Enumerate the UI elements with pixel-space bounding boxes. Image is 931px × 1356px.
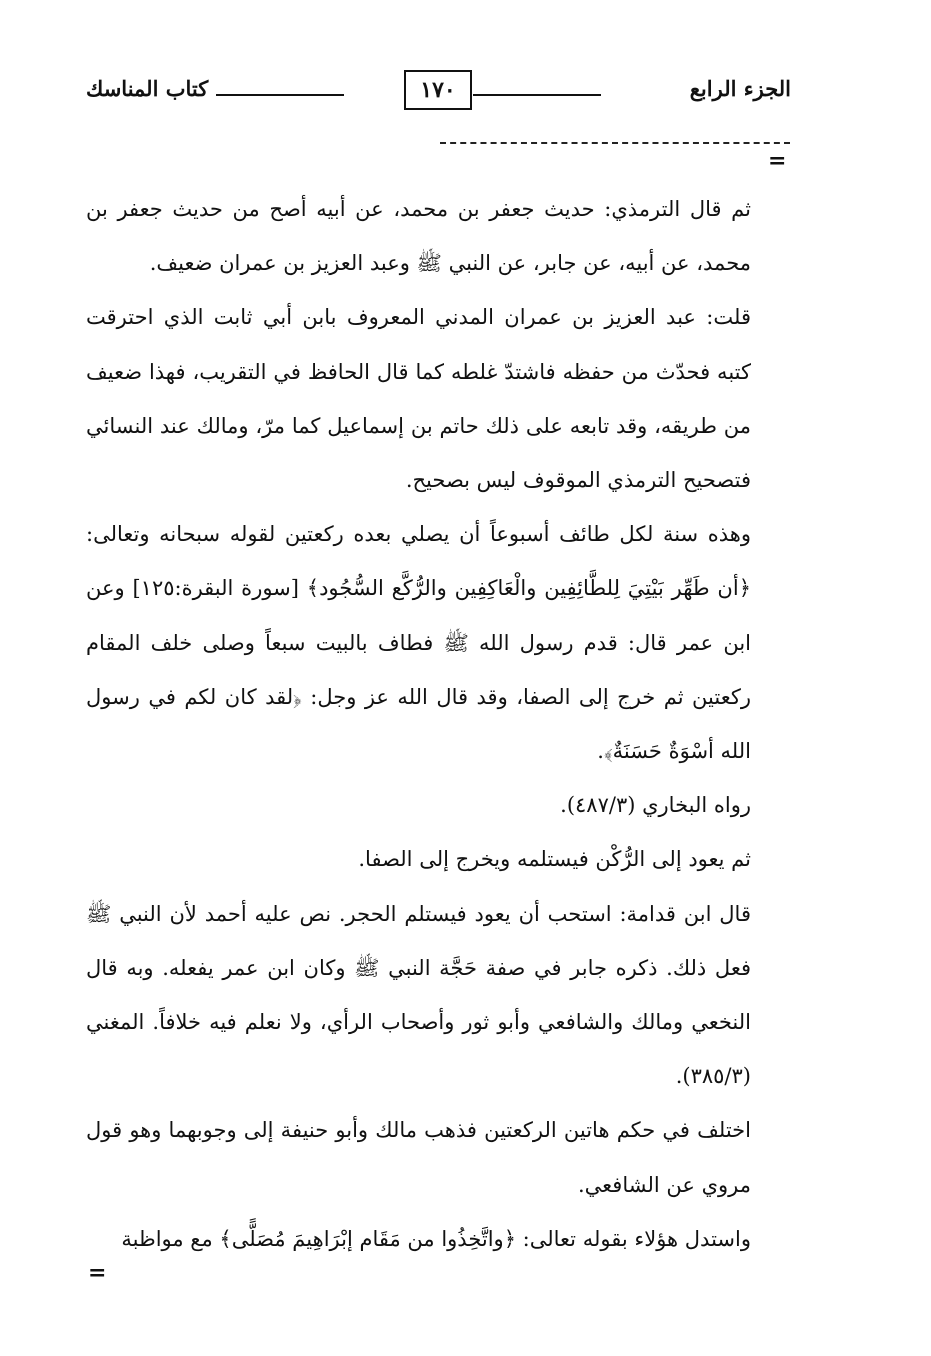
header-rule-right	[473, 94, 601, 96]
paragraph: وهذه سنة لكل طائف أسبوعاً أن يصلي بعده ركعتين لقوله سبحانه وتعالى: ﴿أن طَهِّر بَيْتِيَ لِلطَّائِفِين والْعَاكِفِين والرُّكَّع السُّجُود﴾ [سورة البقرة:١٢٥] وعن ابن عمر قال: قدم رسول الله ﷺ فطاف بالبيت سبعاً وصلى خلف المقام ركعتين ثم خرج إلى الصفا، وقد قال الله عز وجل: ﴿لقد كان لكم في رسول الله أسْوَةٌ حَسَنَةٌ﴾.	[86, 522, 751, 764]
continuation-mark-top: =	[768, 148, 787, 174]
page-header	[86, 70, 791, 120]
paragraph: قال ابن قدامة: استحب أن يعود فيستلم الحجر. نص عليه أحمد لأن النبي ﷺ فعل ذلك. ذكره جابر في صفة حَجَّة النبي ﷺ وكان ابن عمر يفعله. وبه قال النخعي ومالك والشافعي وأبو ثور وأصحاب الرأي، ولا نعلم فيه خلافاً. المغني (٣٨٥/٣).	[86, 901, 751, 1089]
paragraph: رواه البخاري (٤٨٧/٣).	[560, 793, 751, 818]
header-rule-left	[216, 94, 344, 96]
book-title: كتاب المناسك	[86, 76, 209, 101]
paragraph: ثم قال الترمذي: حديث جعفر بن محمد، عن أبيه أصح من حديث جعفر بن محمد، عن أبيه، عن جابر، عن النبي ﷺ وعبد العزيز بن عمران ضعيف.	[86, 197, 751, 276]
paragraph: قلت: عبد العزيز بن عمران المدني المعروف بابن أبي ثابت الذي احترقت كتبه فحدّث من حفظه فاشتدّ غلطه كما قال الحافظ في التقريب، فهذا ضعيف من طريقه، وقد تابعه على ذلك حاتم بن إسماعيل كما مرّ، ومالك عند النسائي فتصحيح الترمذي الموقوف ليس بصحيح.	[86, 305, 751, 493]
paragraph: ثم يعود إلى الرُّكْن فيستلمه ويخرج إلى الصفا.	[358, 847, 751, 872]
paragraph: واستدل هؤلاء بقوله تعالى: ﴿واتَّخِذُوا من مَقَام إبْرَاهِيمَ مُصَلًّى﴾ مع مواظبة	[121, 1226, 751, 1251]
page-body	[86, 182, 751, 1266]
paragraph: اختلف في حكم هاتين الركعتين فذهب مالك وأبو حنيفة إلى وجوبهما وهو قول مروي عن الشافعي.	[86, 1118, 751, 1197]
volume-title: الجزء الرابع	[689, 76, 791, 101]
continuation-mark-bottom: =	[88, 1260, 107, 1286]
page-number: ١٧٠	[404, 70, 472, 110]
dashed-separator	[440, 142, 790, 144]
